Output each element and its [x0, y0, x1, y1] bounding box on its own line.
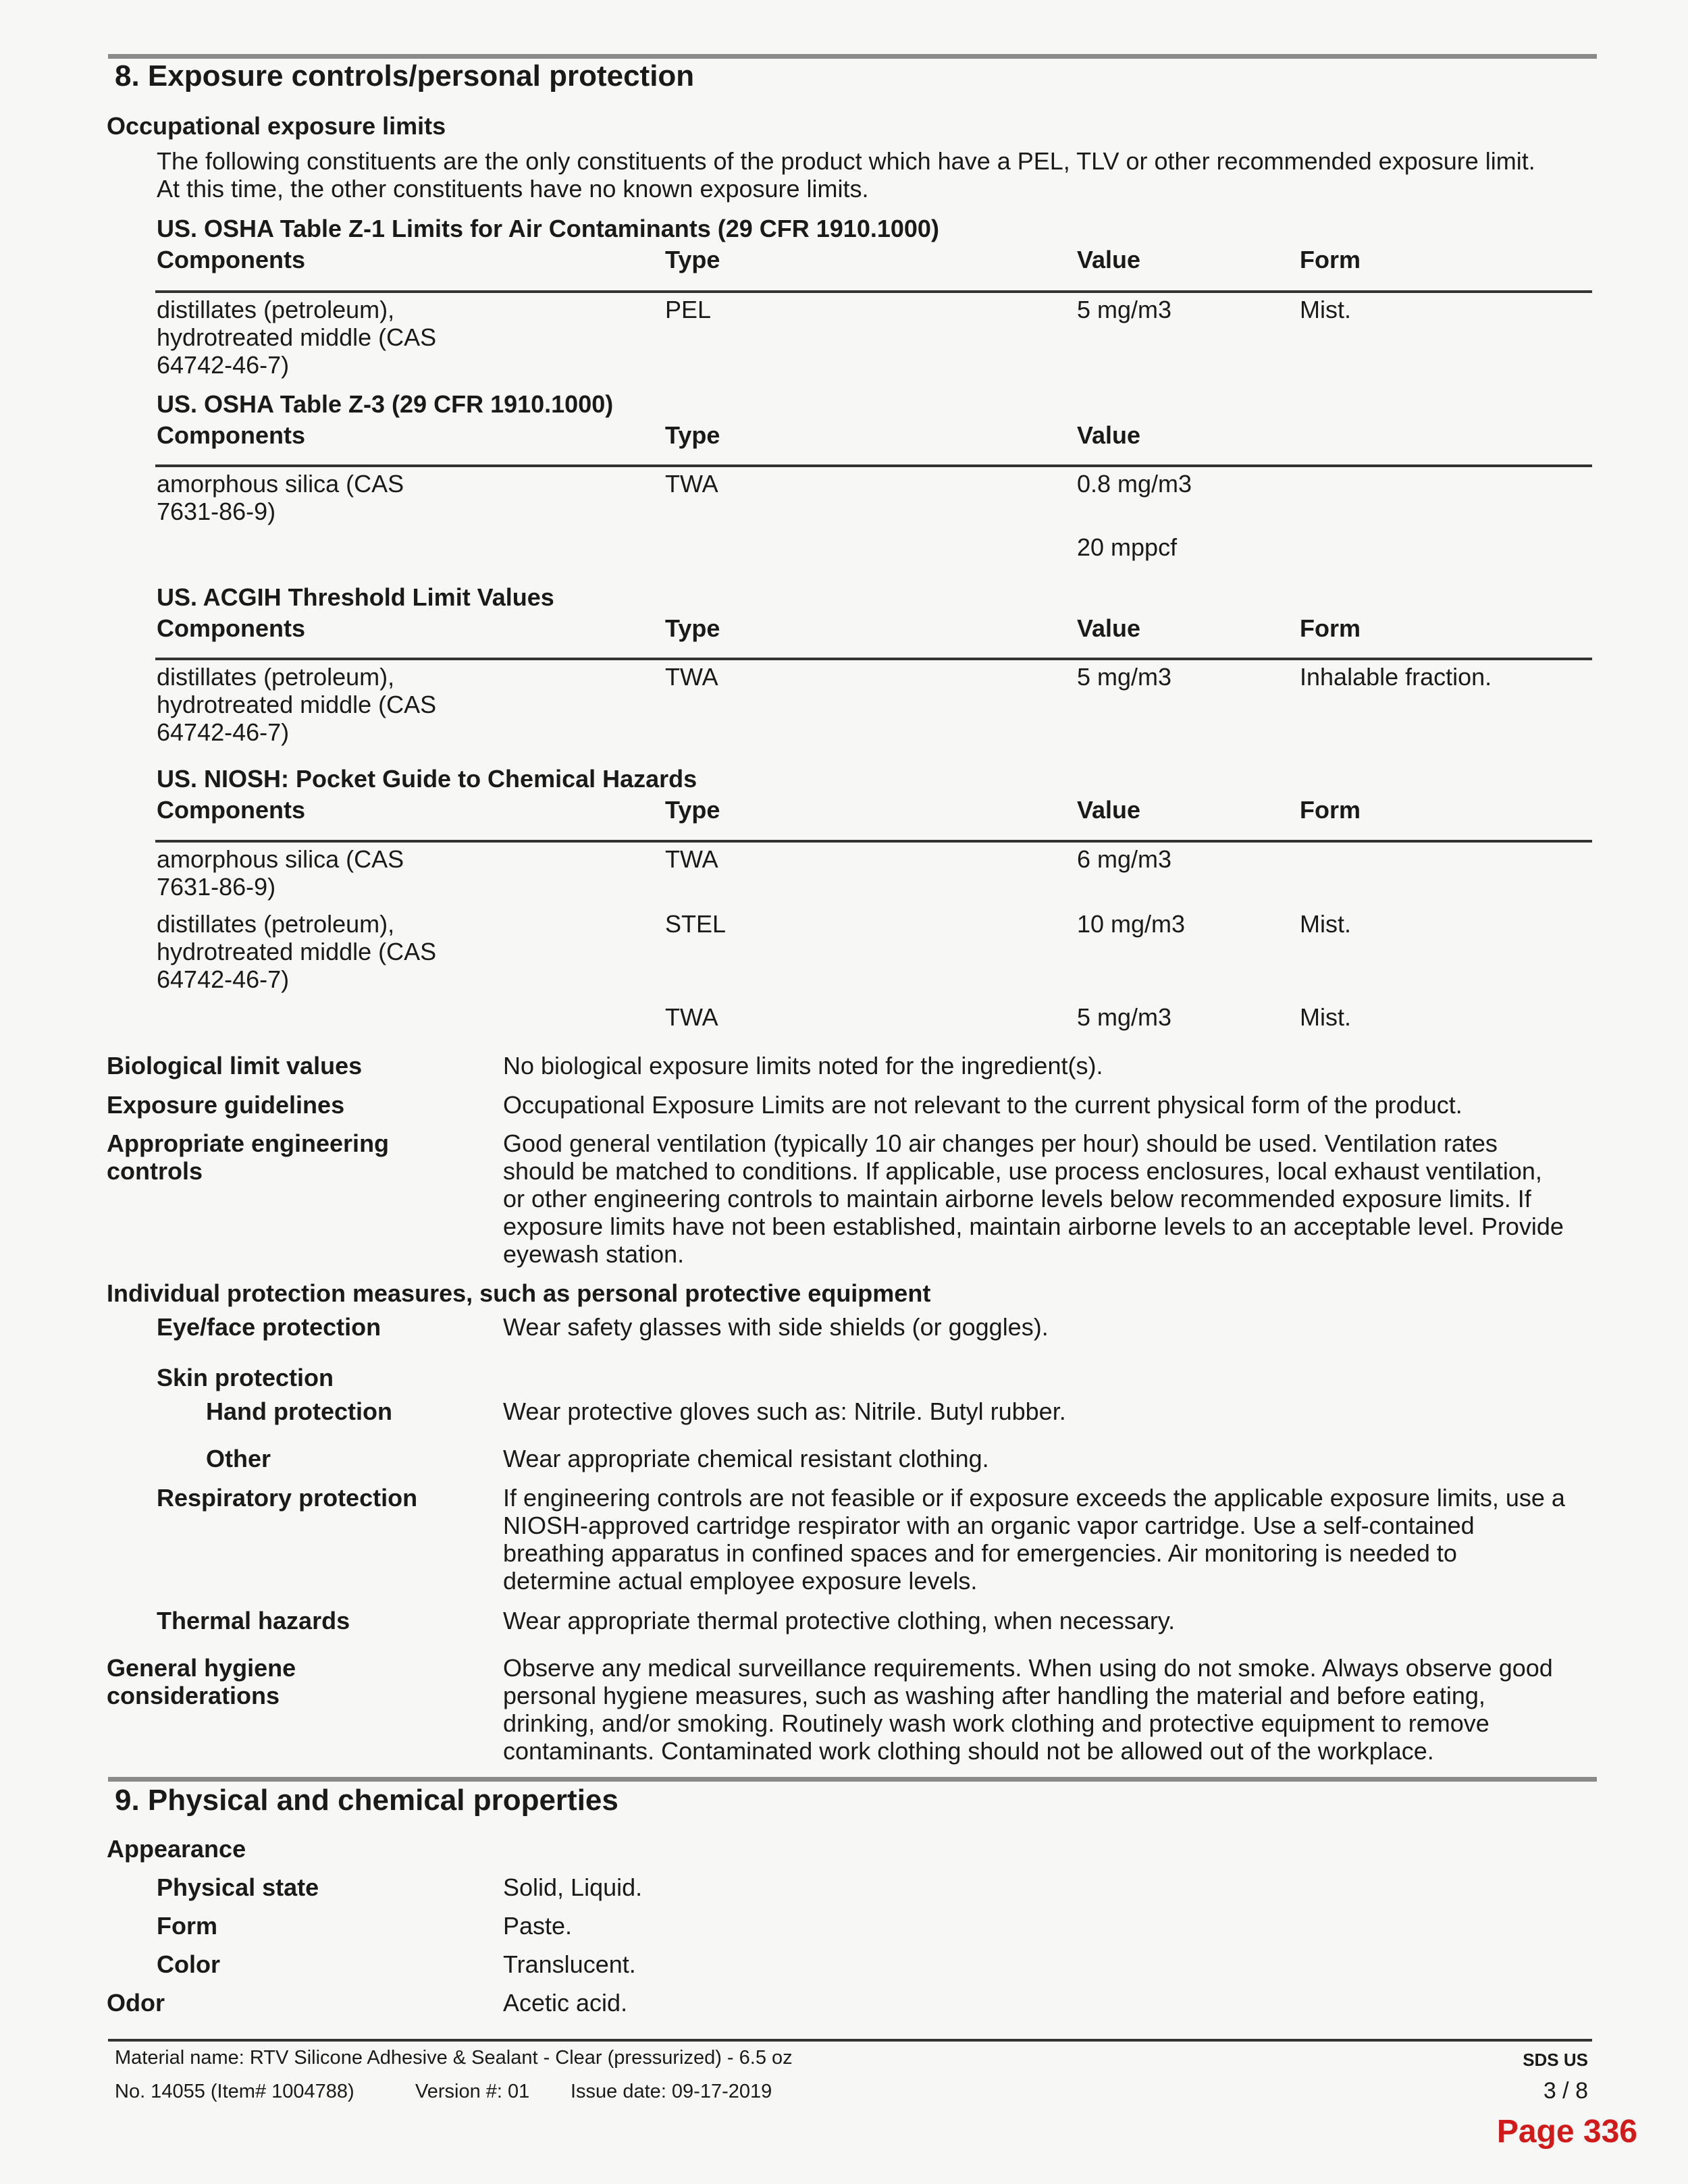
text-line: hydrotreated middle (CAS — [157, 323, 437, 351]
footer-material-name: Material name: RTV Silicone Adhesive & Sealant - Clear (pressurized) - 6.5 oz — [115, 2047, 793, 2069]
cell-value: 6 mg/m3 — [1077, 845, 1172, 873]
header-type: Type — [665, 614, 720, 642]
header-components: Components — [157, 614, 305, 642]
table-header-rule — [155, 840, 1592, 843]
cell-value: 5 mg/m3 — [1077, 296, 1172, 323]
text-line: should be matched to conditions. If applicable, use process enclosures, local exhaust ventilation, — [503, 1157, 1542, 1185]
other-protection-text: Wear appropriate chemical resistant clothing. — [503, 1445, 989, 1472]
hygiene-label — [107, 1654, 296, 1709]
footer-sds-label: SDS US — [1523, 2050, 1588, 2070]
cell-type: STEL — [665, 910, 727, 938]
header-type: Type — [665, 796, 720, 824]
footer-version: Version #: 01 — [415, 2081, 530, 2102]
text-line: drinking, and/or smoking. Routinely wash work clothing and protective equipment to remove — [503, 1709, 1489, 1737]
exposure-guidelines-text: Occupational Exposure Limits are not relevant to the current physical form of the product. — [503, 1091, 1462, 1119]
header-form: Form — [1300, 246, 1361, 273]
text-line: eyewash station. — [503, 1240, 685, 1268]
footer-product-number: No. 14055 (Item# 1004788) — [115, 2081, 354, 2102]
cell-value: 20 mppcf — [1077, 533, 1178, 561]
page-stamp: Page 336 — [1496, 2114, 1637, 2150]
header-components: Components — [157, 421, 305, 449]
engineering-controls-label — [107, 1129, 389, 1185]
text-line: hydrotreated middle (CAS — [157, 691, 437, 718]
cell-type: TWA — [665, 663, 718, 691]
text-line: controls — [107, 1157, 203, 1185]
form-label: Form — [157, 1912, 217, 1940]
cell-component — [157, 663, 436, 746]
text-line: determine actual employee exposure levels. — [503, 1567, 978, 1595]
cell-value: 0.8 mg/m3 — [1077, 470, 1192, 498]
footer-page-count: 3 / 8 — [1543, 2078, 1588, 2104]
cell-form: Mist. — [1300, 296, 1351, 323]
table-title-acgih: US. ACGIH Threshold Limit Values — [157, 583, 554, 611]
text-line: distillates (petroleum), — [157, 296, 395, 323]
text-line: 64742-46-7) — [157, 718, 290, 746]
text-line: 64742-46-7) — [157, 965, 290, 993]
header-type: Type — [665, 246, 720, 273]
header-components: Components — [157, 246, 305, 273]
cell-value: 10 mg/m3 — [1077, 910, 1186, 938]
thermal-hazards-text: Wear appropriate thermal protective clothing, when necessary. — [503, 1607, 1176, 1634]
table-header-rule — [155, 658, 1592, 660]
cell-value: 5 mg/m3 — [1077, 1003, 1172, 1031]
text-line: or other engineering controls to maintain airborne levels below recommended exposure limits. If — [503, 1185, 1531, 1213]
text-line: exposure limits have not been established, maintain airborne levels to an acceptable level. Provide — [503, 1213, 1564, 1240]
text-line: If engineering controls are not feasible or if exposure exceeds the applicable exposure limits, use a — [503, 1484, 1565, 1512]
other-protection-label: Other — [206, 1445, 271, 1472]
text-line: distillates (petroleum), — [157, 910, 395, 938]
cell-form: Mist. — [1300, 1003, 1351, 1031]
header-value: Value — [1077, 614, 1141, 642]
header-form: Form — [1300, 796, 1361, 824]
exposure-guidelines-label: Exposure guidelines — [107, 1091, 345, 1119]
header-value: Value — [1077, 796, 1141, 824]
cell-form: Inhalable fraction. — [1300, 663, 1492, 691]
occupational-limits-label: Occupational exposure limits — [107, 112, 446, 140]
text-line: 64742-46-7) — [157, 351, 290, 379]
biological-limits-label: Biological limit values — [107, 1052, 363, 1080]
ppe-label: Individual protection measures, such as personal protective equipment — [107, 1279, 931, 1307]
cell-component — [157, 470, 404, 525]
cell-type: PEL — [665, 296, 712, 323]
section-8-title: 8. Exposure controls/personal protection — [115, 59, 695, 92]
section-9-title: 9. Physical and chemical properties — [115, 1784, 618, 1817]
header-value: Value — [1077, 246, 1141, 273]
engineering-controls-text — [503, 1129, 1564, 1268]
header-type: Type — [665, 421, 720, 449]
text-line: Appropriate engineering — [107, 1129, 390, 1157]
odor-value: Acetic acid. — [503, 1989, 628, 2017]
header-value: Value — [1077, 421, 1141, 449]
text-line: 7631-86-9) — [157, 873, 276, 901]
section-9-top-rule — [108, 1777, 1597, 1782]
skin-protection-label: Skin protection — [157, 1364, 334, 1391]
header-form: Form — [1300, 614, 1361, 642]
text-line: 7631-86-9) — [157, 498, 276, 525]
occupational-limits-text — [157, 147, 1535, 203]
eye-protection-label: Eye/face protection — [157, 1313, 381, 1341]
table-header-rule — [155, 290, 1592, 293]
text-line: breathing apparatus in confined spaces and for emergencies. Air monitoring is needed to — [503, 1539, 1457, 1567]
text-line: distillates (petroleum), — [157, 663, 395, 691]
color-value: Translucent. — [503, 1950, 636, 1978]
text-line: General hygiene — [107, 1654, 296, 1682]
text-line: Good general ventilation (typically 10 air changes per hour) should be used. Ventilation rates — [503, 1129, 1498, 1157]
eye-protection-text: Wear safety glasses with side shields (or goggles). — [503, 1313, 1049, 1341]
cell-type: TWA — [665, 845, 718, 873]
text-line: NIOSH-approved cartridge respirator with an organic vapor cartridge. Use a self-contained — [503, 1512, 1475, 1539]
table-title-niosh: US. NIOSH: Pocket Guide to Chemical Hazards — [157, 765, 697, 793]
cell-type: TWA — [665, 1003, 718, 1031]
table-title-osha-z3: US. OSHA Table Z-3 (29 CFR 1910.1000) — [157, 390, 614, 418]
thermal-hazards-label: Thermal hazards — [157, 1607, 350, 1634]
text-line: contaminants. Contaminated work clothing should not be allowed out of the workplace. — [503, 1737, 1434, 1765]
cell-component — [157, 910, 436, 993]
odor-label: Odor — [107, 1989, 165, 2017]
hand-protection-label: Hand protection — [206, 1397, 392, 1425]
cell-value: 5 mg/m3 — [1077, 663, 1172, 691]
respiratory-protection-label: Respiratory protection — [157, 1484, 418, 1512]
cell-type: TWA — [665, 470, 718, 498]
text-line: amorphous silica (CAS — [157, 845, 404, 873]
footer-issue-date: Issue date: 09-17-2019 — [571, 2081, 772, 2102]
header-components: Components — [157, 796, 305, 824]
physical-state-label: Physical state — [157, 1873, 319, 1901]
cell-form: Mist. — [1300, 910, 1351, 938]
text-line: hydrotreated middle (CAS — [157, 938, 437, 965]
footer-rule — [108, 2039, 1592, 2042]
appearance-label: Appearance — [107, 1835, 246, 1863]
text-line: amorphous silica (CAS — [157, 470, 404, 498]
section-8-top-rule — [108, 54, 1597, 59]
hand-protection-text: Wear protective gloves such as: Nitrile. Butyl rubber. — [503, 1397, 1066, 1425]
cell-component — [157, 845, 404, 901]
physical-state-value: Solid, Liquid. — [503, 1873, 643, 1901]
respiratory-protection-text — [503, 1484, 1565, 1595]
table-header-rule — [155, 464, 1592, 467]
text-line: The following constituents are the only constituents of the product which have a PEL, TLV or other recommended exposure limit. — [157, 147, 1535, 175]
text-line: personal hygiene measures, such as washing after handling the material and before eating, — [503, 1682, 1485, 1709]
color-label: Color — [157, 1950, 220, 1978]
text-line: considerations — [107, 1682, 280, 1709]
text-line: Observe any medical surveillance requirements. When using do not smoke. Always observe good — [503, 1654, 1553, 1682]
hygiene-text — [503, 1654, 1553, 1765]
biological-limits-text: No biological exposure limits noted for the ingredient(s). — [503, 1052, 1103, 1080]
text-line: At this time, the other constituents have no known exposure limits. — [157, 175, 869, 203]
table-title-osha-z1: US. OSHA Table Z-1 Limits for Air Contaminants (29 CFR 1910.1000) — [157, 215, 939, 242]
cell-component — [157, 296, 436, 379]
form-value: Paste. — [503, 1912, 573, 1940]
